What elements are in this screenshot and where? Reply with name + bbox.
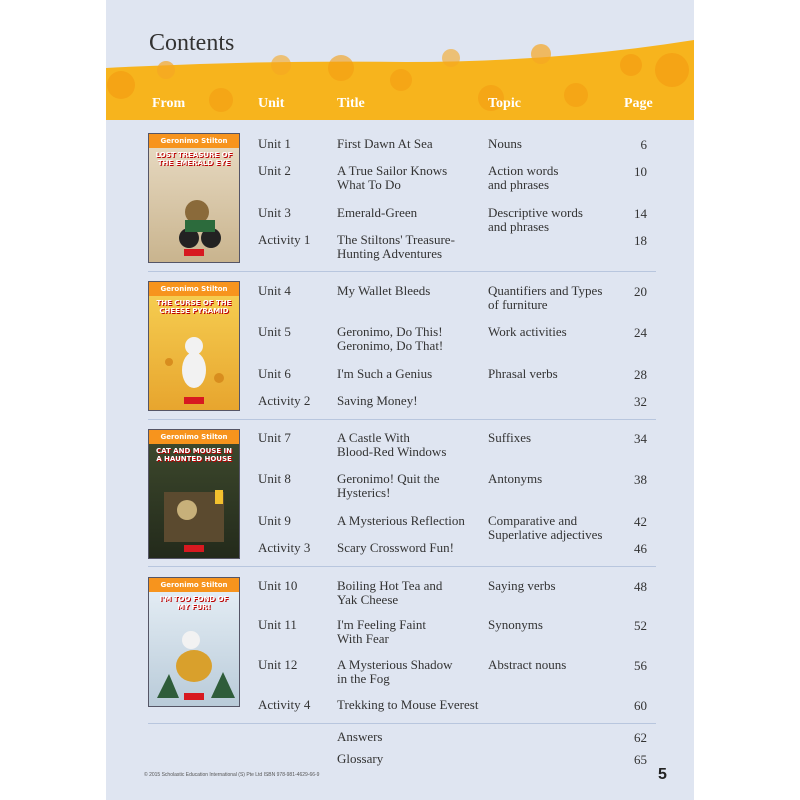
unit-label: Unit 3 — [258, 205, 291, 220]
page-ref: 18 — [634, 233, 647, 248]
page-ref: 60 — [634, 698, 647, 713]
book-cover-2: Geronimo Stilton THE CURSE OF THE CHEESE PYRAMID — [148, 281, 240, 411]
col-header-page: Page — [624, 96, 653, 111]
page-ref: 34 — [634, 431, 647, 446]
cover-illustration-3 — [149, 430, 239, 558]
cover-illustration-1 — [149, 134, 239, 262]
unit-label: Unit 4 — [258, 283, 291, 298]
unit-topic: Saying verbs — [488, 578, 556, 593]
publisher-logo — [184, 693, 204, 700]
page-ref: 38 — [634, 472, 647, 487]
unit-label: Unit 12 — [258, 657, 298, 672]
unit-label: Unit 2 — [258, 163, 291, 178]
unit-title: A Mysterious Reflection — [337, 513, 465, 528]
unit-title: Geronimo, Do This! Geronimo, Do That! — [337, 324, 444, 353]
page-number: 5 — [658, 766, 667, 783]
unit-title: I'm Feeling Faint With Fear — [337, 617, 427, 646]
unit-title: Glossary — [337, 751, 384, 766]
page-ref: 52 — [634, 618, 647, 633]
page-ref: 28 — [634, 367, 647, 382]
col-header-from: From — [152, 96, 186, 111]
unit-topic: Abstract nouns — [488, 657, 567, 672]
unit-topic: Phrasal verbs — [488, 366, 558, 381]
page-ref: 62 — [634, 730, 647, 745]
unit-topic: Work activities — [488, 324, 567, 339]
unit-title: Boiling Hot Tea and Yak Cheese — [337, 578, 443, 607]
unit-title: A Castle With Blood-Red Windows — [337, 430, 447, 459]
copyright-footer: © 2015 Scholastic Education International (S) Pte Ltd ISBN 978-981-4629-66-9 — [144, 772, 320, 778]
page-title: Contents — [149, 30, 235, 56]
unit-topic: Comparative and Superlative adjectives — [488, 513, 603, 542]
unit-label: Activity 2 — [258, 393, 311, 408]
page-ref: 10 — [634, 164, 647, 179]
unit-topic: Descriptive words and phrases — [488, 205, 583, 234]
unit-title: A Mysterious Shadow in the Fog — [337, 657, 453, 686]
unit-topic: Suffixes — [488, 430, 532, 445]
cheese-band-graphic — [106, 40, 694, 120]
unit-title: Trekking to Mouse Everest — [337, 697, 479, 712]
unit-label: Activity 4 — [258, 697, 311, 712]
unit-topic: Antonyms — [488, 471, 543, 486]
unit-label: Activity 3 — [258, 540, 311, 555]
group-divider — [148, 723, 656, 724]
page-ref: 56 — [634, 658, 647, 673]
unit-title: Answers — [337, 729, 383, 744]
publisher-logo — [184, 249, 204, 256]
unit-title: I'm Such a Genius — [337, 366, 433, 381]
page-ref: 65 — [634, 752, 647, 767]
publisher-logo — [184, 397, 204, 404]
unit-label: Unit 8 — [258, 471, 291, 486]
publisher-logo — [184, 545, 204, 552]
unit-label: Unit 1 — [258, 136, 291, 151]
unit-title: Emerald-Green — [337, 205, 418, 220]
unit-label: Unit 6 — [258, 366, 291, 381]
cover-illustration-4 — [149, 578, 239, 706]
unit-title: My Wallet Bleeds — [337, 283, 431, 298]
unit-label: Unit 5 — [258, 324, 291, 339]
page-ref: 48 — [634, 579, 647, 594]
unit-title: Scary Crossword Fun! — [337, 540, 454, 555]
book-cover-4: Geronimo Stilton I'M TOO FOND OF MY FUR! — [148, 577, 240, 707]
unit-label: Unit 11 — [258, 617, 297, 632]
unit-topic: Synonyms — [488, 617, 543, 632]
page-ref: 42 — [634, 514, 647, 529]
unit-label: Activity 1 — [258, 232, 311, 247]
col-header-topic: Topic — [488, 96, 521, 111]
group-divider — [148, 271, 656, 272]
unit-title: Saving Money! — [337, 393, 418, 408]
contents-page — [106, 0, 694, 800]
col-header-unit: Unit — [258, 96, 285, 111]
unit-label: Unit 7 — [258, 430, 291, 445]
page-ref: 24 — [634, 325, 647, 340]
col-header-title: Title — [337, 96, 365, 111]
group-divider — [148, 566, 656, 567]
unit-title: First Dawn At Sea — [337, 136, 433, 151]
unit-label: Unit 10 — [258, 578, 298, 593]
cover-illustration-2 — [149, 282, 239, 410]
page-ref: 6 — [640, 137, 647, 152]
page-ref: 20 — [634, 284, 647, 299]
page-ref: 32 — [634, 394, 647, 409]
unit-title: Geronimo! Quit the Hysterics! — [337, 471, 440, 500]
book-cover-1: Geronimo Stilton LOST TREASURE OF THE EMERALD EYE — [148, 133, 240, 263]
page-ref: 14 — [634, 206, 647, 221]
unit-title: The Stiltons' Treasure- Hunting Adventures — [337, 232, 455, 261]
book-cover-3: Geronimo Stilton CAT AND MOUSE IN A HAUNTED HOUSE — [148, 429, 240, 559]
page-ref: 46 — [634, 541, 647, 556]
unit-topic: Nouns — [488, 136, 522, 151]
unit-topic: Action words and phrases — [488, 163, 559, 192]
header-band — [106, 40, 694, 120]
group-divider — [148, 419, 656, 420]
unit-label: Unit 9 — [258, 513, 291, 528]
unit-title: A True Sailor Knows What To Do — [337, 163, 448, 192]
unit-topic: Quantifiers and Types of furniture — [488, 283, 603, 312]
